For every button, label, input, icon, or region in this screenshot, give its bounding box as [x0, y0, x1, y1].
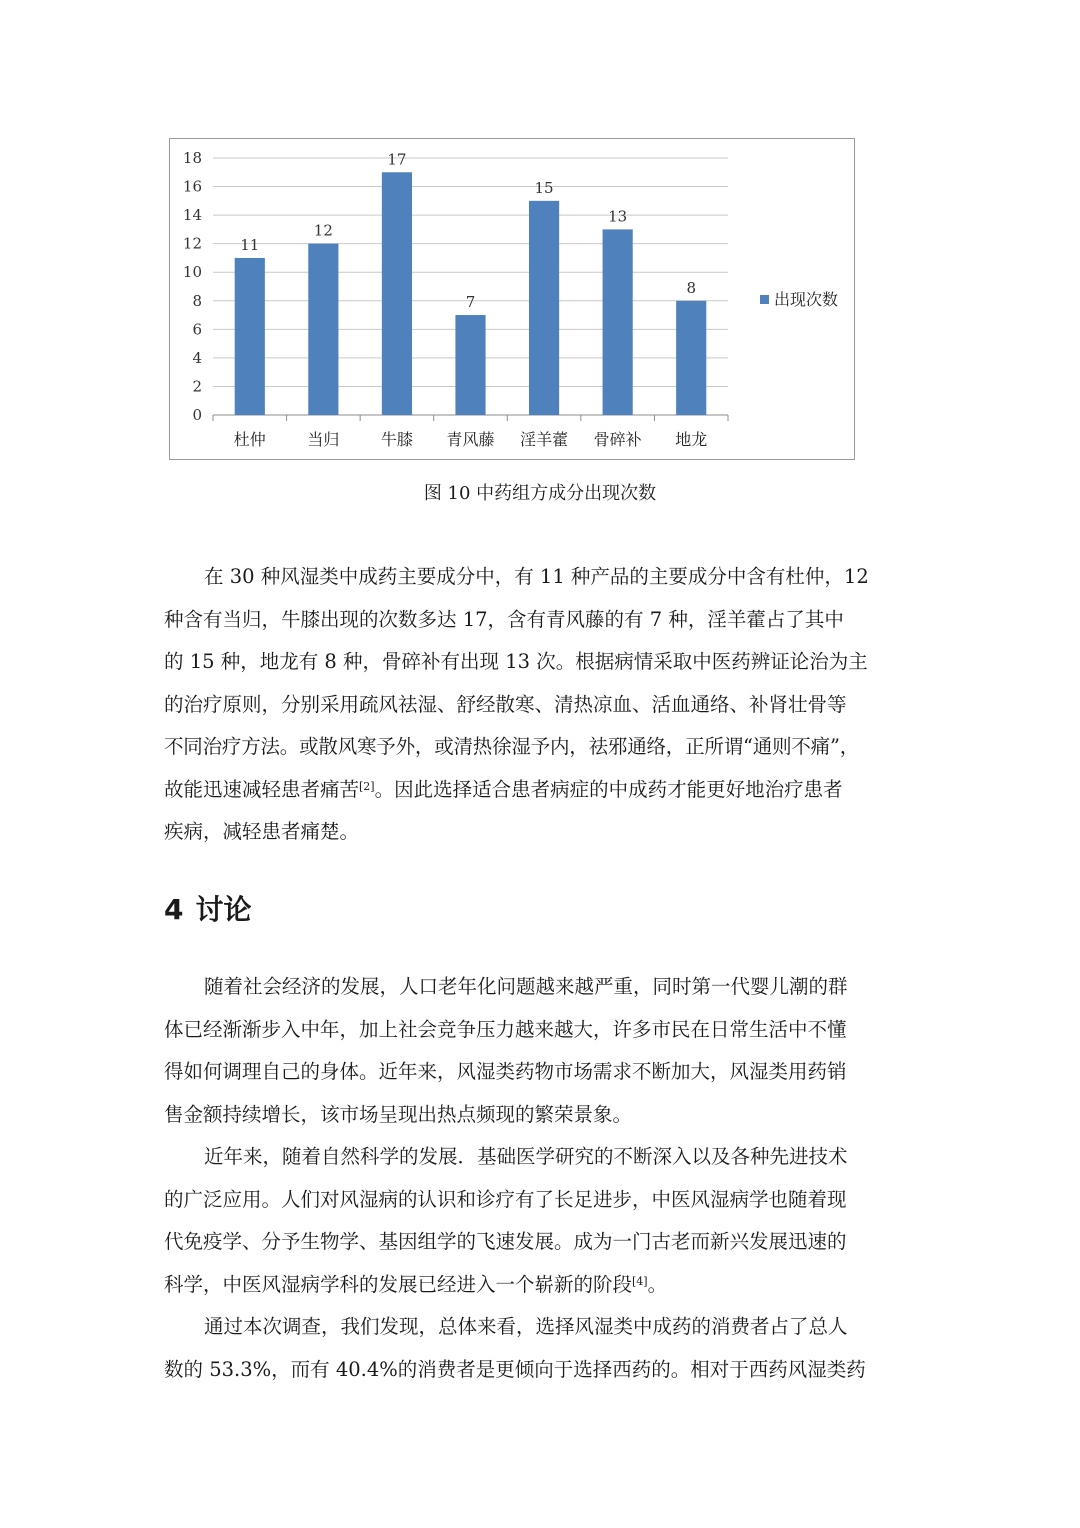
data-label: 13	[608, 207, 628, 226]
category-label: 杜仲	[233, 430, 266, 449]
text-line: 的广泛应用。人们对风湿病的认识和诊疗有了长足进步，中医风湿病学也随着现	[164, 1187, 847, 1211]
y-tick-label: 8	[192, 291, 202, 310]
legend-label: 出现次数	[774, 290, 839, 309]
text-line: 售金额持续增长，该市场呈现出热点频现的繁荣景象。	[164, 1102, 633, 1126]
section-heading	[164, 888, 264, 928]
data-label: 17	[387, 150, 407, 169]
category-label: 骨碎补	[593, 430, 642, 449]
y-tick-label: 10	[182, 263, 202, 282]
text-line: 体已经渐渐步入中年，加上社会竞争压力越来越大，许多市民在日常生活中不懂	[164, 1017, 847, 1041]
citation-ref[interactable]: [4]	[632, 1274, 648, 1288]
paragraph-discussion-3	[164, 1306, 916, 1391]
y-tick-label: 4	[192, 348, 202, 367]
text-line: 随着社会经济的发展，人口老年化问题越来越严重，同时第一代婴儿潮的群	[204, 975, 848, 998]
category-label: 青风藤	[446, 430, 495, 449]
y-tick-label: 12	[182, 234, 202, 253]
bar	[235, 258, 265, 415]
paragraph-discussion-2	[164, 1136, 916, 1306]
y-tick-label: 6	[192, 320, 202, 339]
text-line: 种含有当归，牛膝出现的次数多达 17，含有青风藤的有 7 种，淫羊藿占了其中	[164, 607, 844, 631]
text-line: 近年来，随着自然科学的发展．基础医学研究的不断深入以及各种先进技术	[204, 1145, 848, 1168]
y-tick-label: 2	[192, 377, 202, 396]
bar	[455, 315, 485, 415]
bar	[382, 172, 412, 415]
category-label: 地龙	[675, 430, 708, 449]
text-line: 数的 53.3%，而有 40.4%的消费者是更倾向于选择西药的。相对于西药风湿类药	[164, 1357, 866, 1381]
y-tick-label: 14	[182, 206, 202, 225]
text-line	[164, 1264, 916, 1307]
bar	[603, 229, 633, 415]
section-number: 4	[164, 893, 184, 926]
bar-chart	[170, 139, 856, 461]
text-line: 的治疗原则，分别采用疏风祛湿、舒经散寒、清热凉血、活血通络、补肾壮骨等	[164, 692, 847, 716]
chart-frame	[169, 138, 855, 460]
category-label: 当归	[307, 430, 340, 449]
text-line: 得如何调理自己的身体。近年来，风湿类药物市场需求不断加大，风湿类用药销	[164, 1060, 847, 1083]
data-label: 8	[686, 278, 696, 297]
paragraph-discussion-1	[164, 966, 916, 1136]
bar	[676, 301, 706, 415]
text-line: 的 15 种，地龙有 8 种，骨碎补有出现 13 次。根据病情采取中医药辨证论治为主	[164, 650, 868, 673]
y-tick-label: 16	[182, 177, 202, 196]
text-line: 通过本次调查，我们发现，总体来看，选择风湿类中成药的消费者占了总人	[204, 1315, 848, 1338]
category-label: 牛膝	[380, 430, 413, 449]
category-label: 淫羊藿	[520, 430, 569, 449]
text-line: 疾病，减轻患者痛楚。	[164, 820, 360, 843]
paragraph-analysis	[164, 556, 916, 854]
citation-ref[interactable]: [2]	[359, 779, 375, 793]
text-segment: 。	[647, 1272, 668, 1296]
y-tick-label: 18	[182, 149, 202, 167]
bar	[529, 201, 559, 415]
section-title-text: 讨论	[195, 893, 252, 926]
figure-caption: 图 10 中药组方成分出现次数	[423, 483, 657, 504]
data-label: 12	[313, 221, 333, 240]
data-label: 7	[465, 293, 476, 312]
text-line: 不同治疗方法。或散风寒予外，或清热徐湿予内，祛邪通络，正所谓“通则不痛”，	[164, 735, 860, 758]
text-segment: 。因此选择适合患者病症的中成药才能更好地治疗患者	[374, 777, 843, 801]
text-line: 在 30 种风湿类中成药主要成分中，有 11 种产品的主要成分中含有杜仲，12	[204, 565, 869, 588]
text-segment: 故能迅速减轻患者痛苦	[164, 777, 360, 801]
text-line: 代免疫学、分予生物学、基因组学的飞速发展。成为一门古老而新兴发展迅速的	[164, 1230, 847, 1253]
bar	[308, 244, 338, 415]
text-segment: 科学，中医风湿病学科的发展已经进入一个崭新的阶段	[164, 1272, 633, 1296]
text-line	[164, 769, 916, 812]
data-label: 15	[534, 178, 554, 197]
data-label: 11	[240, 235, 260, 254]
y-tick-label: 0	[192, 406, 202, 424]
legend-swatch	[760, 295, 769, 304]
